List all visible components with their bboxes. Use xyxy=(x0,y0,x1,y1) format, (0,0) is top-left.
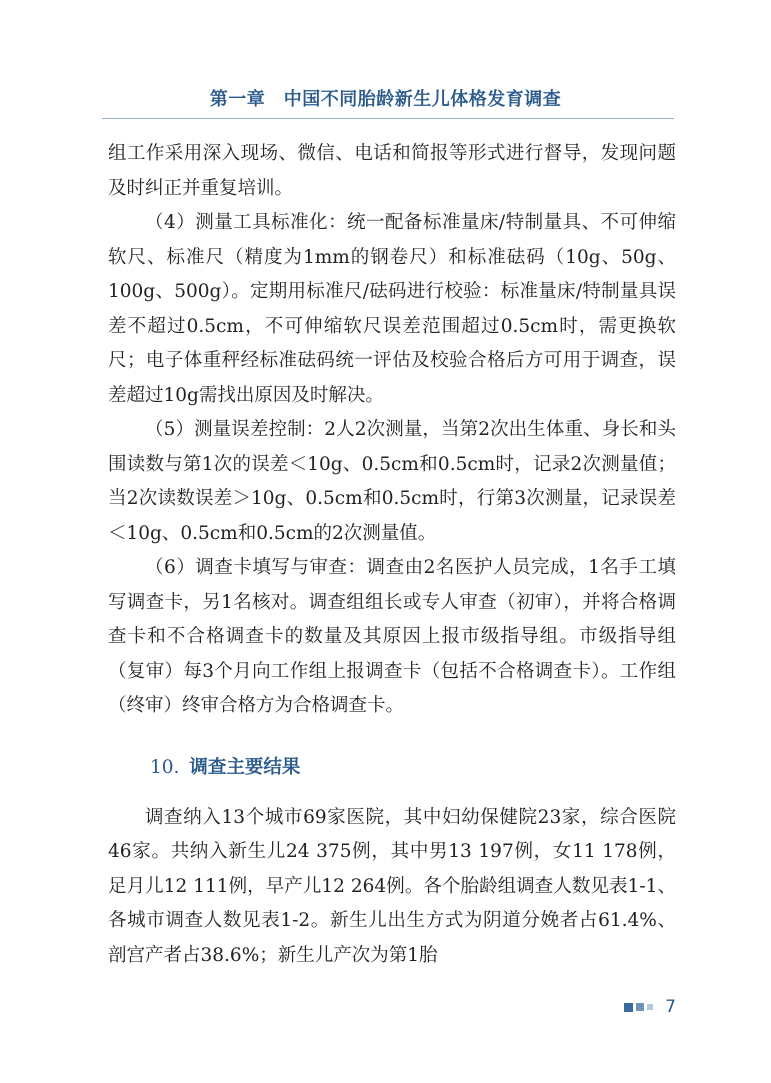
paragraph-error-control: （5）测量误差控制：2人2次测量，当第2次出生体重、身长和头围读数与第1次的误差＜10g、0.5cm和0.5cm时，记录2次测量值；当2次读数误差＞10g、0.5cm和0.5cm时，行第3次测量，记录误差＜10g、0.5cm和0.5cm的2次测量值。 xyxy=(108,419,676,544)
page-number: 7 xyxy=(665,997,676,1017)
section-heading xyxy=(108,751,676,785)
paragraph-card-review: （6）调查卡填写与审查：调查由2名医护人员完成，1名手工填写调查卡，另1名核对。调查组组长或专人审查（初审），并将合格调查卡和不合格调查卡的数量及其原因上报市级指导组。市级指导组（复审）每3个月向工作组上报调查卡（包括不合格调查卡）。工作组（终审）终审合格方为合格调查卡。 xyxy=(108,557,676,716)
section-title: 调查主要结果 xyxy=(189,756,301,778)
page-footer xyxy=(624,996,676,1018)
paragraph-1: 组工作采用深入现场、微信、电话和简报等形式进行督导，发现问题及时纠正并重复培训。 xyxy=(108,143,676,199)
header-divider xyxy=(102,118,674,119)
paragraph-measuring-tools: （4）测量工具标准化：统一配备标准量床/特制量具、不可伸缩软尺、标准尺（精度为1mm的钢卷尺）和标准砝码（10g、50g、100g、500g）。定期用标准尺/砝码进行校验：标准量床/特制量具误差不超过0.5cm，不可伸缩软尺误差范围超过0.5cm时，需更换软尺；电子体重秤经标准砝码统一评估及校验合格后方可用于调查，误差超过10g需找出原因及时解决。 xyxy=(108,212,676,406)
running-header xyxy=(0,88,771,112)
decorative-square-icon xyxy=(647,1004,653,1010)
section-number: 10. xyxy=(150,756,180,778)
decorative-square-icon xyxy=(636,1003,644,1011)
paragraph-results: 调查纳入13个城市69家医院，其中妇幼保健院23家，综合医院46家。共纳入新生儿24 375例，其中男13 197例，女11 178例，足月儿12 111例，早产儿12 264例。各个胎龄组调查人数见表1-1、各城市调查人数见表1-2。新生儿出生方式为阴道分娩者占61.4%、剖宫产者占38.6%；新生儿产次为第1胎 xyxy=(108,806,676,966)
decorative-square-icon xyxy=(624,1003,633,1012)
chapter-title: 第一章 中国不同胎龄新生儿体格发育调查 xyxy=(209,89,562,110)
page-body xyxy=(108,137,676,973)
